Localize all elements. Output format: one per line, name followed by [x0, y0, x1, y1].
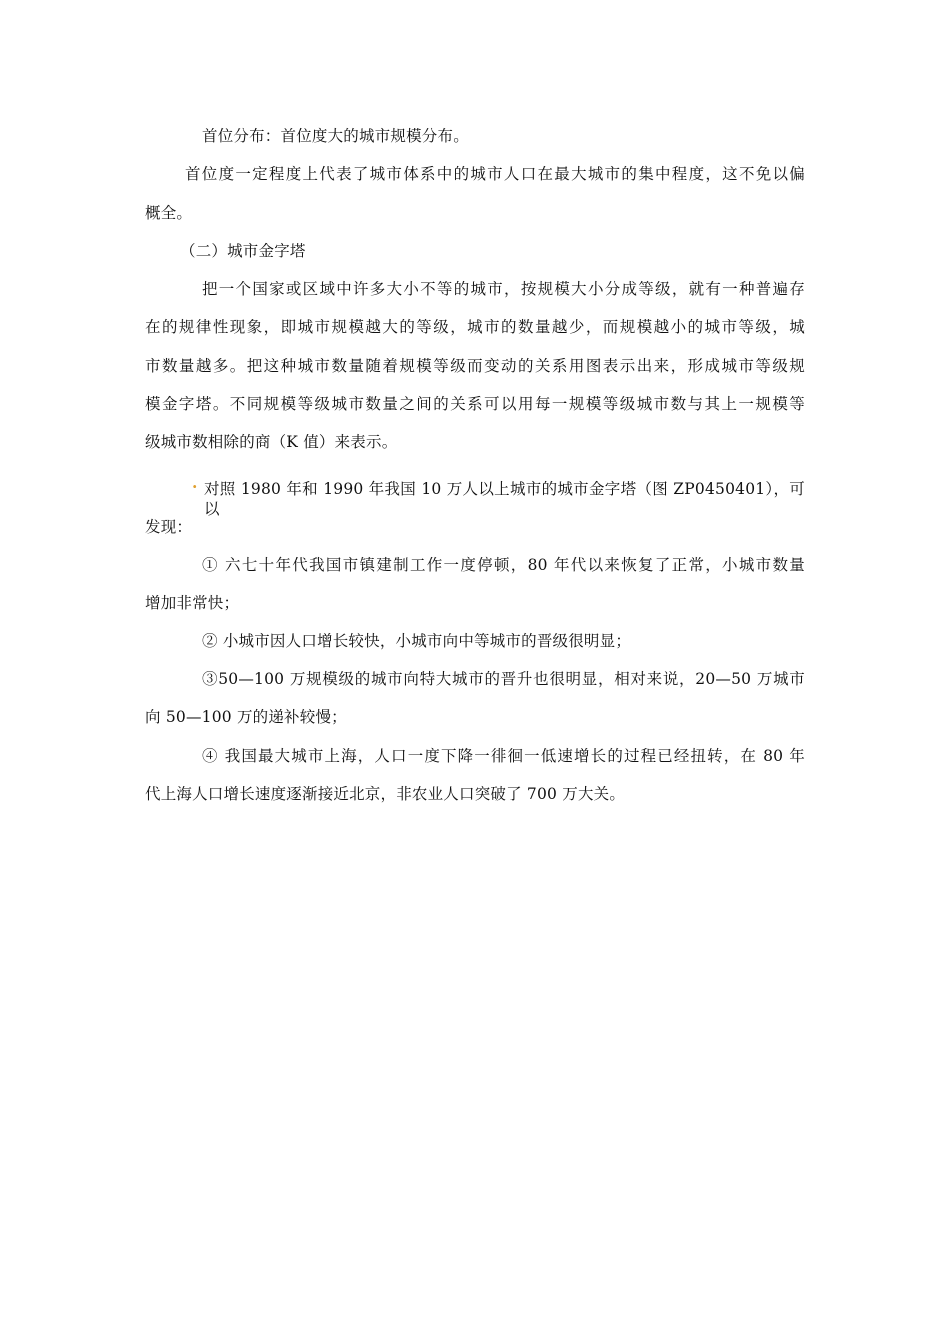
bullet-mark: .: [192, 473, 198, 492]
text-line-pyramid-4: 模金字塔。不同规模等级城市数量之间的关系可以用每一规模等级城市数与其上一规模等: [145, 395, 805, 413]
text-line-pyramid-1: 把一个国家或区域中许多大小不等的城市，按规模大小分成等级，就有一种普遍存: [202, 280, 805, 298]
text-line-point-3b: 向 50—100 万的递补较慢；: [145, 708, 347, 726]
text-line-point-1b: 增加非常快；: [145, 594, 240, 612]
text-line-comparison-2: 发现：: [145, 518, 193, 536]
text-line-point-4a: ④ 我国最大城市上海，人口一度下降一徘徊一低速增长的过程已经扭转，在 80 年: [202, 747, 805, 765]
text-line-point-3a: ③50—100 万规模级的城市向特大城市的晋升也很明显，相对来说，20—50 万城市: [202, 670, 805, 688]
text-line-comparison-1: 对照 1980 年和 1990 年我国 10 万人以上城市的城市金字塔（图 ZP0450401），可以: [204, 480, 805, 518]
text-line-point-2: ② 小城市因人口增长较快，小城市向中等城市的晋级很明显；: [202, 632, 632, 650]
text-line-pyramid-2: 在的规律性现象，即城市规模越大的等级，城市的数量越少，而规模越小的城市等级，城: [145, 318, 805, 336]
text-line-primacy-distribution: 首位分布：首位度大的城市规模分布。: [202, 127, 469, 145]
text-line-point-1a: ① 六七十年代我国市镇建制工作一度停顿，80 年代以来恢复了正常，小城市数量: [202, 556, 805, 574]
text-line-pyramid-3: 市数量越多。把这种城市数量随着规模等级而变动的关系用图表示出来，形成城市等级规: [145, 357, 805, 375]
text-line-primacy-degree-1: 首位度一定程度上代表了城市体系中的城市人口在最大城市的集中程度，这不免以偏: [185, 165, 805, 183]
text-line-pyramid-5: 级城市数相除的商（K 值）来表示。: [145, 433, 398, 451]
section-heading-city-pyramid: （二）城市金字塔: [180, 242, 306, 260]
text-line-point-4b: 代上海人口增长速度逐渐接近北京，非农业人口突破了 700 万大关。: [145, 785, 626, 803]
text-line-primacy-degree-2: 概全。: [145, 204, 193, 222]
